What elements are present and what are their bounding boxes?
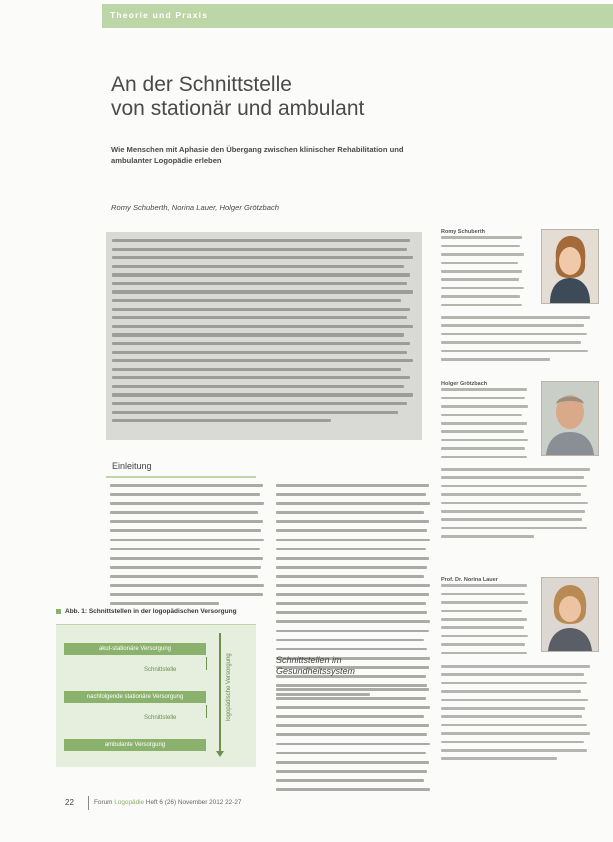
title-line-1: An der Schnittstelle — [111, 73, 292, 96]
figure-schnittstellen — [56, 624, 256, 767]
bio-name-1: Romy Schuberth — [441, 229, 486, 235]
body-column-2-lower — [276, 688, 432, 797]
figure-caption-text: Abb. 1: Schnittstellen in der logopädischen Versorgung — [65, 608, 237, 615]
figure-box-akut: akut-stationäre Versorgung — [64, 643, 206, 655]
footer-journal-name: Forum — [94, 799, 115, 806]
author-bio-3-cont — [441, 665, 596, 766]
author-bio-1-cont — [441, 316, 596, 366]
heading-underline — [106, 476, 256, 478]
figure-box-ambulant: ambulante Versorgung — [64, 739, 206, 751]
section-heading-schnittstellen — [276, 655, 396, 677]
footer-divider — [88, 796, 89, 810]
author-photo-3 — [541, 577, 599, 652]
figure-arrow-2 — [206, 705, 207, 718]
section-label: Theorie und Praxis — [110, 10, 209, 20]
caption-square-icon — [56, 609, 61, 614]
figure-axis-label: logopädische Versorgung — [226, 653, 232, 721]
section-heading-intro: Einleitung — [112, 461, 152, 471]
footer-brand: Logopädie — [114, 799, 145, 806]
author-bio-2 — [441, 380, 536, 464]
author-photo-2 — [541, 381, 599, 456]
abstract-box — [106, 232, 422, 440]
author-bio-1 — [441, 228, 531, 312]
figure-box-stationaer: nachfolgende stationäre Versorgung — [64, 691, 206, 703]
body-column-1 — [110, 484, 266, 611]
footer-journal — [94, 799, 241, 806]
author-photo-1 — [541, 229, 599, 304]
figure-axis-arrow — [219, 633, 221, 753]
figure-label-schnittstelle-2: Schnittstelle — [144, 715, 177, 721]
figure-caption — [56, 608, 237, 615]
bio-name-3: Prof. Dr. Norina Lauer — [441, 577, 498, 583]
author-bio-2-cont — [441, 468, 596, 544]
schnitt-heading-line-1: Schnittstellen im — [276, 655, 342, 665]
article-subtitle: Wie Menschen mit Aphasie den Übergang zwischen klinischer Rehabilitation und ambulanter Logopädie erleben — [111, 145, 404, 165]
figure-arrow-1 — [206, 657, 207, 670]
schnitt-heading-line-2: Gesundheitssystem — [276, 666, 356, 676]
article-authors: Romy Schuberth, Norina Lauer, Holger Grötzbach — [111, 203, 279, 212]
article-title — [111, 73, 364, 121]
page-number: 22 — [65, 798, 74, 807]
bio-name-2: Holger Grötzbach — [441, 381, 488, 387]
footer-issue: Heft 6 (26) November 2012 22-27 — [145, 799, 242, 806]
title-line-2: von stationär und ambulant — [111, 97, 365, 120]
figure-label-schnittstelle-1: Schnittstelle — [144, 667, 177, 673]
author-bio-3 — [441, 576, 536, 660]
